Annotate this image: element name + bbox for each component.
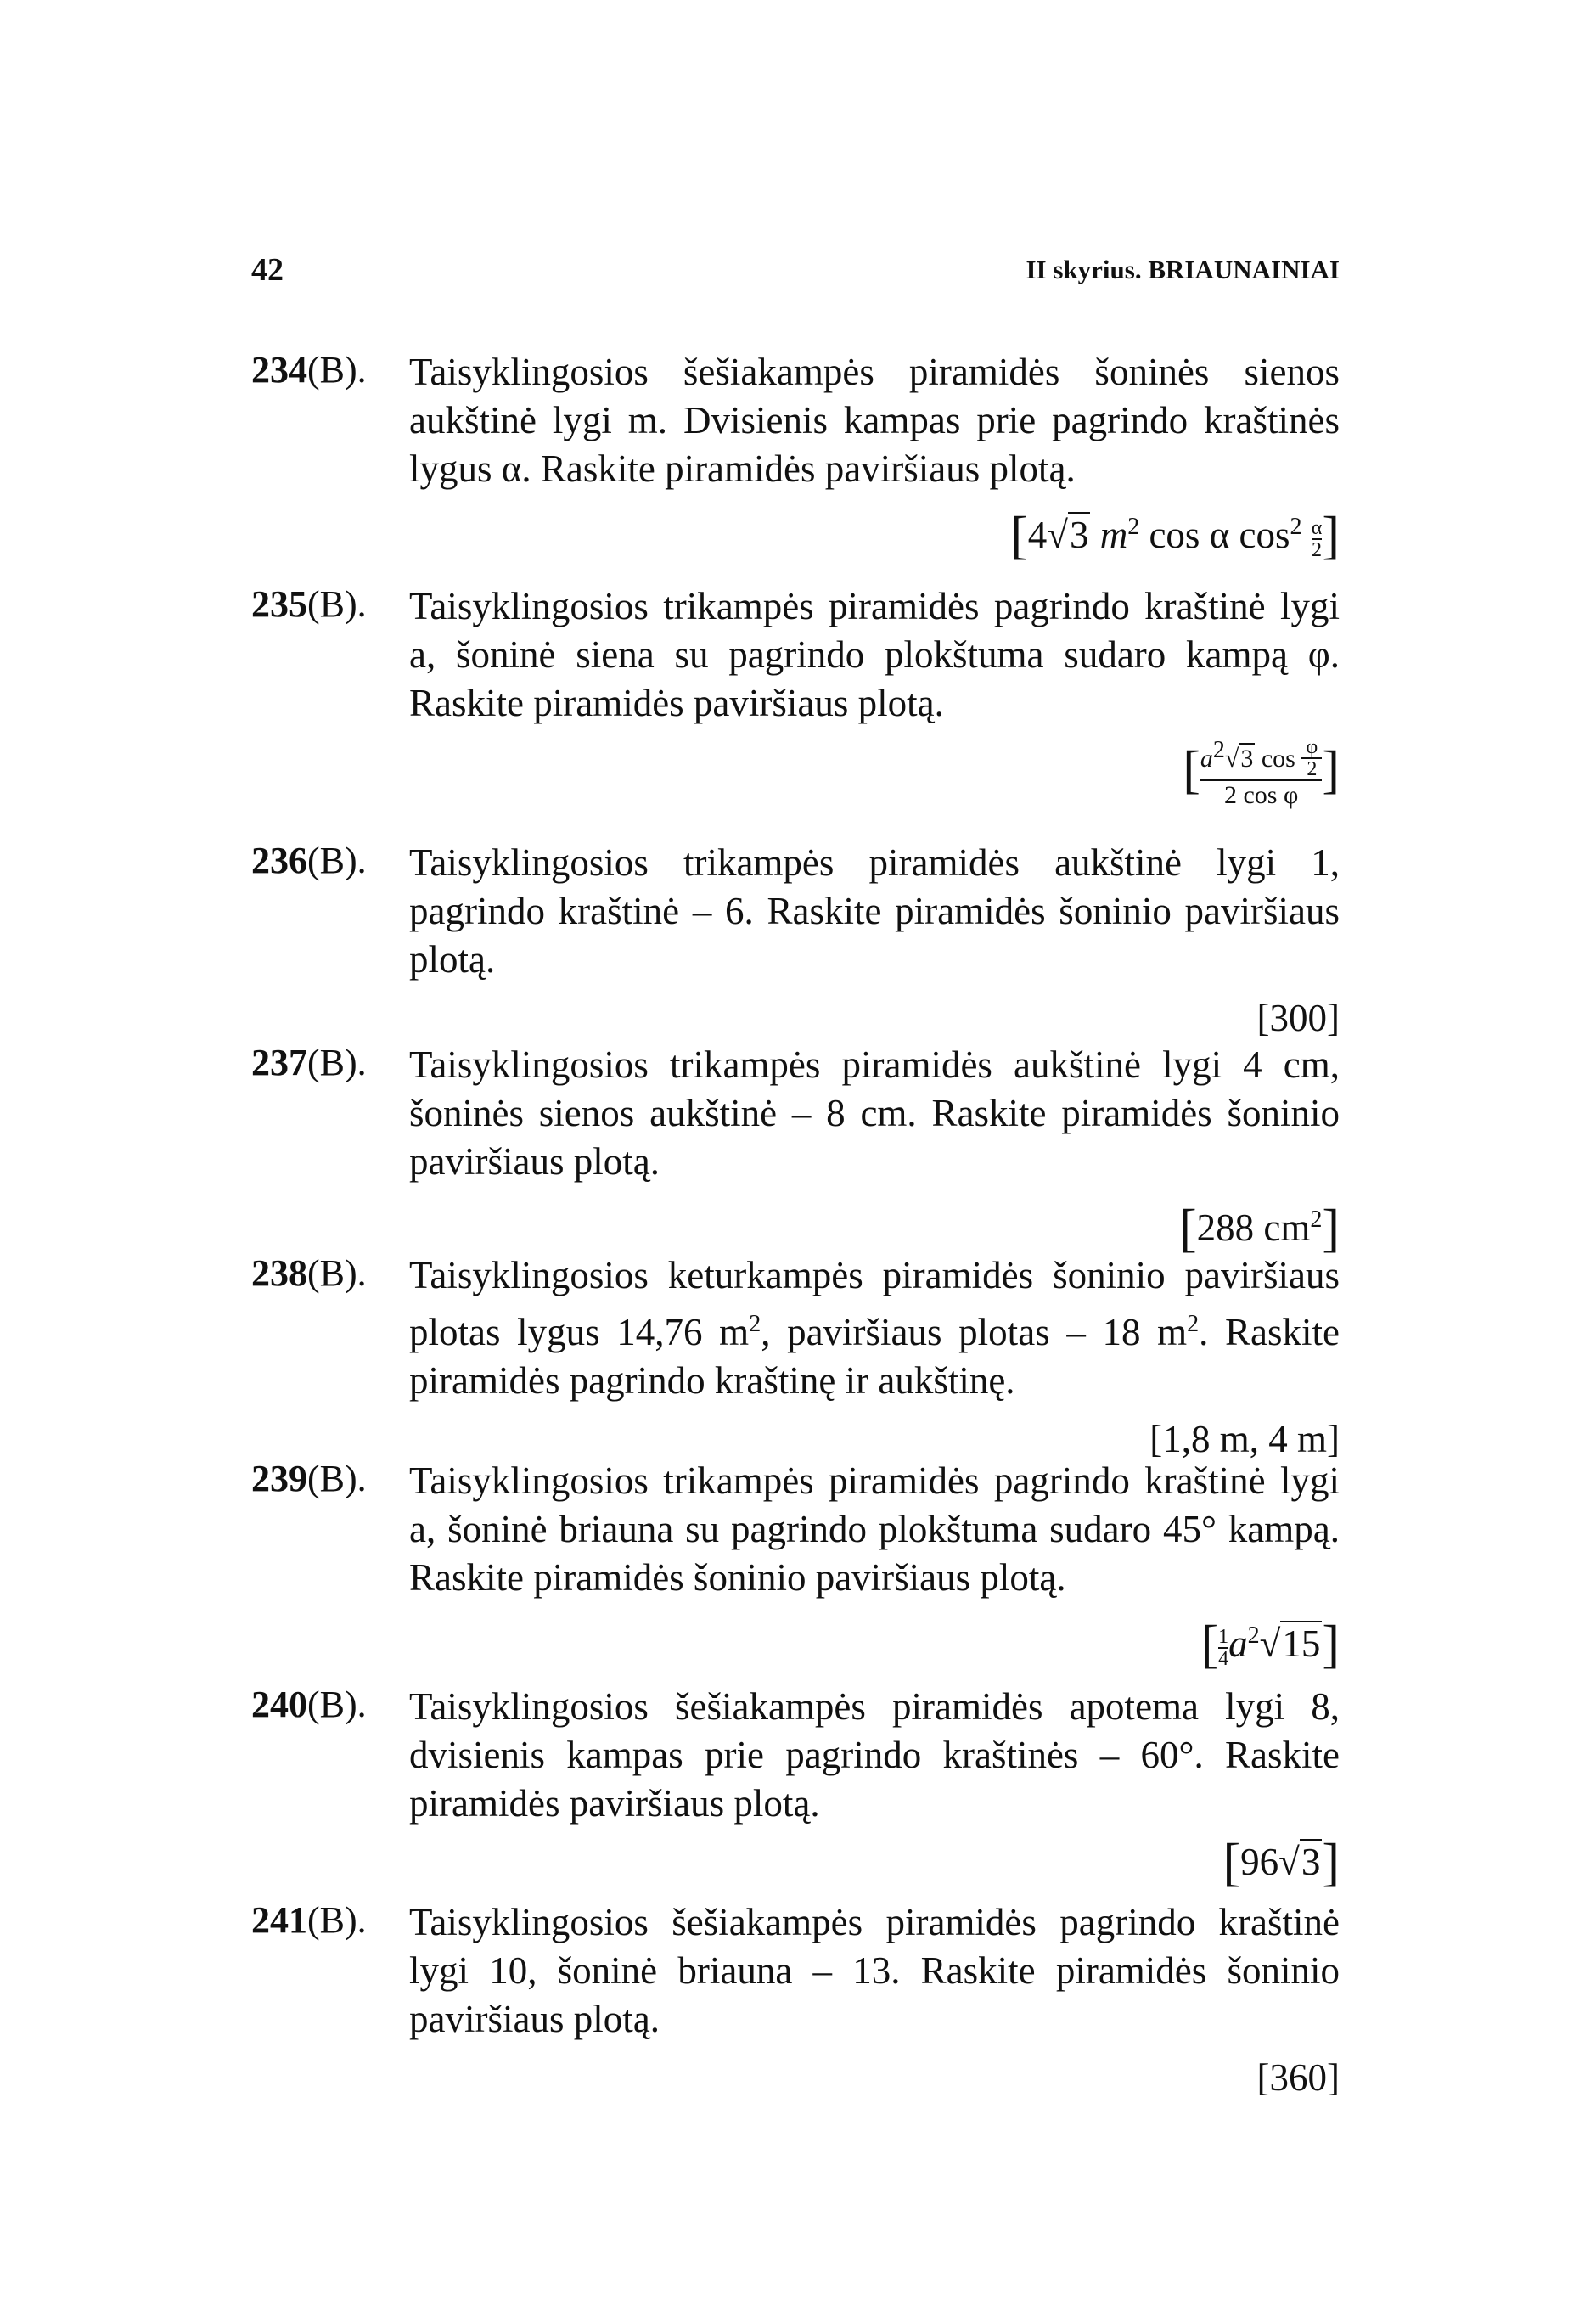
page-number: 42 [251, 252, 284, 288]
problem-235 [251, 582, 1340, 810]
problem-240 [251, 1683, 1340, 1892]
problem-number: 235(B). [251, 583, 367, 625]
problem-number: 234(B). [251, 349, 367, 391]
problem-answer: [ $\frac{1}{4}$ $a^2√15$] [1200, 1616, 1340, 1673]
problem-number: 236(B). [251, 840, 367, 881]
problem-text: Taisyklingosios šešiakampės piramidės apotema lygi 8, dvisienis kampas prie pagrindo kraštinės – 60°. Raskite piramidės paviršiaus plotą. [409, 1685, 1340, 1825]
problem-number: 239(B). [251, 1458, 367, 1499]
problem-234 [251, 348, 1340, 565]
problem-answer: [360] [1256, 2056, 1340, 2099]
problem-text: Taisyklingosios keturkampės piramidės šoninio paviršiaus plotas lygus 14,76 $m^2$, paviršiaus plotas – 18 $m^2$. Raskite piramidės pagrindo kraštinę ir aukštinę. [409, 1254, 1340, 1402]
problem-number: 240(B). [251, 1684, 367, 1725]
page-header [251, 251, 1340, 288]
problem-text: Taisyklingosios trikampės piramidės aukštinė lygi 4 cm, šoninės sienos aukštinė – 8 cm. Raskite piramidės šoninio paviršiaus plotą. [409, 1043, 1340, 1183]
problem-text: Taisyklingosios trikampės piramidės pagrindo kraštinė lygi a, šoninė siena su pagrindo plokštuma sudaro kampą φ. Raskite piramidės paviršiaus plotą. [409, 585, 1340, 724]
problem-236 [251, 839, 1340, 1043]
problem-241 [251, 1898, 1340, 2103]
problem-237 [251, 1041, 1340, 1257]
problem-number: 241(B). [251, 1899, 367, 1941]
problem-answer: [96√3] [1222, 1834, 1340, 1892]
problem-number: 237(B). [251, 1042, 367, 1083]
problem-text: Taisyklingosios šešiakampės piramidės pagrindo kraštinė lygi 10, šoninė briauna – 13. Raskite piramidės šoninio paviršiaus plotą. [409, 1901, 1340, 2040]
problem-answer: [1,8 m, 4 m] [1149, 1418, 1340, 1460]
problem-answer: [ $a^2√3$ cos $\frac{\varphi}{2}$ 2 cos φ ] [1183, 736, 1340, 809]
problem-238 [251, 1251, 1340, 1465]
problem-text: Taisyklingosios trikampės piramidės aukštinė lygi 1, pagrindo kraštinė – 6. Raskite piramidės šoninio paviršiaus plotą. [409, 841, 1340, 981]
problem-239 [251, 1457, 1340, 1673]
problem-answer: [4√3 $m^2$ cos α $\cos^2$ $\frac{\alpha}{2}$ ] [1010, 507, 1340, 565]
problem-text: Taisyklingosios trikampės piramidės pagrindo kraštinė lygi a, šoninė briauna su pagrindo plokštuma sudaro 45° kampą. Raskite piramidės šoninio paviršiaus plotą. [409, 1459, 1340, 1599]
problem-answer: [300] [1256, 997, 1340, 1039]
problem-number: 238(B). [251, 1252, 367, 1294]
running-title: II skyrius. BRIAUNAINIAI [1026, 255, 1340, 284]
problem-answer: [288 $cm^2$] [1178, 1200, 1340, 1257]
problem-text: Taisyklingosios šešiakampės piramidės šoninės sienos aukštinė lygi m. Dvisienis kampas prie pagrindo kraštinės lygus α. Raskite piramidės paviršiaus plotą. [409, 351, 1340, 490]
